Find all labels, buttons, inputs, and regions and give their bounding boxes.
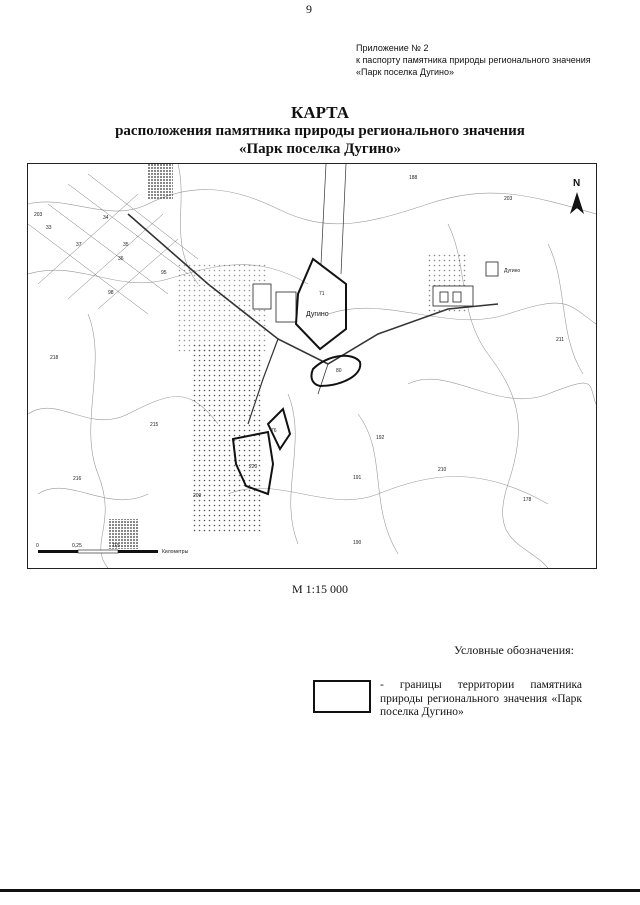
settlement-label: Дугино xyxy=(306,311,329,318)
page-number: 9 xyxy=(306,2,312,16)
parcel-label: 80 xyxy=(336,368,342,374)
parcel-label: 215 xyxy=(150,422,159,428)
parcel-labels xyxy=(34,175,564,546)
scale-tick: 0 xyxy=(36,543,39,549)
parcel-label: 71 xyxy=(319,291,325,297)
parcel-label: 37 xyxy=(76,242,82,248)
parcel-label: 203 xyxy=(504,196,513,202)
parcel-label: 178 xyxy=(523,497,532,503)
parcel-label: 35 xyxy=(123,242,129,248)
parcel-label: 76 xyxy=(271,428,277,434)
parcel-label: 188 xyxy=(409,175,418,181)
appendix-line-1: Приложение № 2 xyxy=(356,43,429,53)
parcel-label: 33 xyxy=(46,225,52,231)
parcel-label: 203 xyxy=(34,212,43,218)
map-frame xyxy=(27,163,597,569)
parcel-label: 216 xyxy=(73,476,82,482)
parcel-label: 192 xyxy=(376,435,385,441)
parcel-label: 218 xyxy=(50,355,59,361)
appendix-line-2: к паспорту памятника природы регионального значения xyxy=(356,55,591,65)
legend-symbol xyxy=(313,680,371,713)
parcel-label: 95 xyxy=(161,270,167,276)
north-label: N xyxy=(573,178,581,189)
title-line-3: «Парк поселка Дугино» xyxy=(238,141,402,157)
village-label: Дугино xyxy=(504,268,521,274)
legend-title: Условные обозначения: xyxy=(454,643,575,657)
parcel-label: 209 xyxy=(193,493,202,499)
parcel-label: 211 xyxy=(556,337,564,343)
contour-lines xyxy=(28,164,596,568)
parcel-label: 210 xyxy=(438,467,447,473)
map-title xyxy=(0,103,640,158)
bottom-rule xyxy=(0,889,640,892)
parcel-label: 220 xyxy=(249,464,258,470)
map-canvas xyxy=(28,164,596,568)
parcel-label: 36 xyxy=(118,256,124,262)
appendix-note xyxy=(356,42,626,78)
title-line-1: КАРТА xyxy=(291,103,349,122)
scale-tick: 0,25 xyxy=(72,543,82,549)
parcel-label: 190 xyxy=(353,540,362,546)
scale-tick: 0,5 xyxy=(113,543,120,549)
parcel-label: 98 xyxy=(108,290,114,296)
scale-unit: Километры xyxy=(162,549,189,555)
parcel-label: 191 xyxy=(353,475,362,481)
appendix-line-3: «Парк поселка Дугино» xyxy=(356,67,454,77)
parcel-label: 34 xyxy=(103,215,109,221)
title-line-2: расположения памятника природы регионального значения xyxy=(115,123,525,139)
map-scale: М 1:15 000 xyxy=(291,582,348,596)
legend-entry: - границы территории памятника природы регионального значения «Парк поселка Дугино» xyxy=(380,679,582,718)
